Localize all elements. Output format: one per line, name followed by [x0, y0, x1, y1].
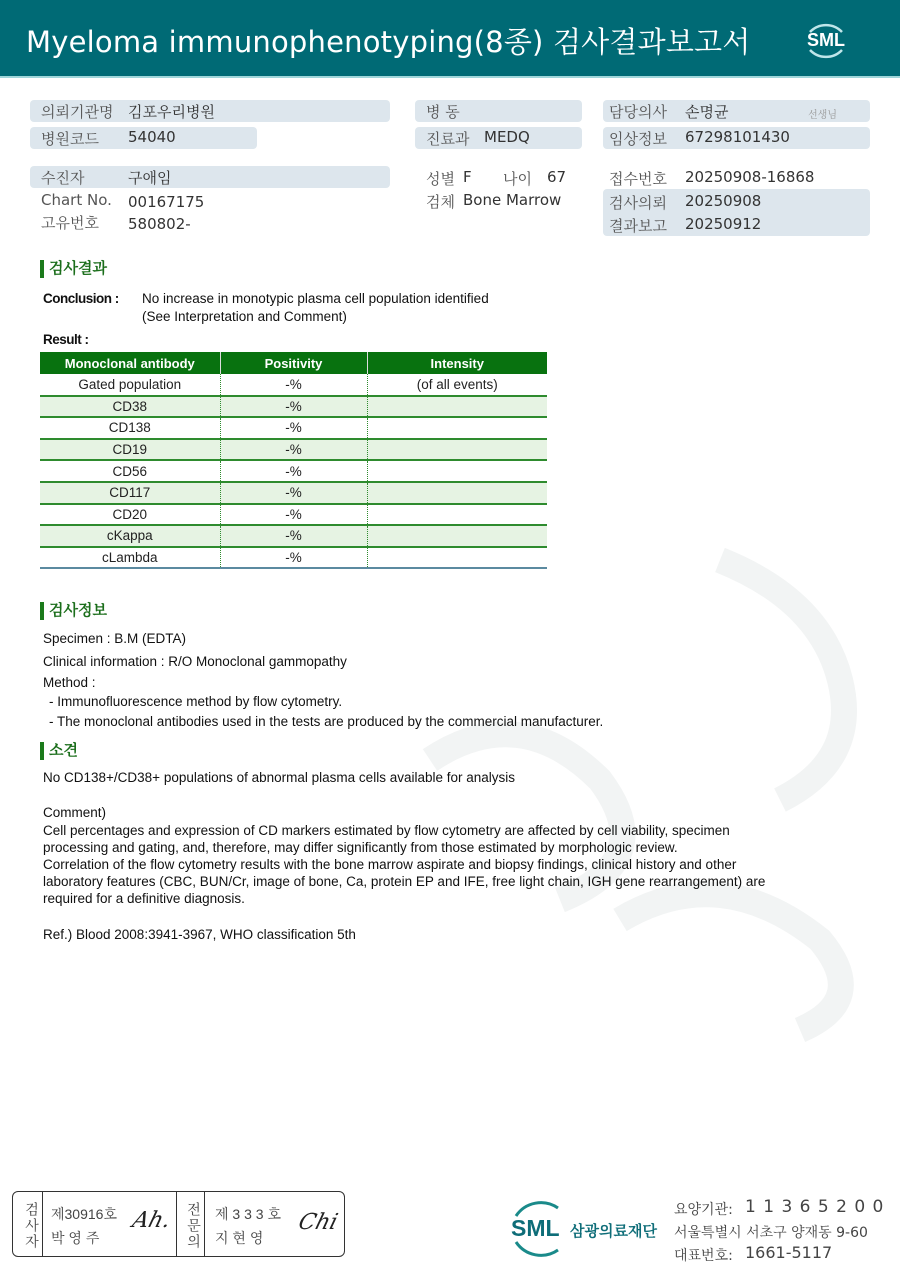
- doctor-suffix: 선생님: [808, 110, 837, 121]
- result-label: Result :: [43, 332, 89, 347]
- antibody-cell: cKappa: [40, 525, 220, 547]
- positivity-cell: -%: [220, 547, 367, 569]
- intensity-cell: [367, 525, 547, 547]
- report-title: Myeloma immunophenotyping(8종) 검사결과보고서: [26, 25, 751, 59]
- antibody-cell: CD38: [40, 396, 220, 418]
- report-label: 결과보고: [609, 217, 667, 235]
- intensity-cell: [367, 439, 547, 461]
- chart-value: 00167175: [128, 193, 205, 211]
- phone-label: 대표번호:: [674, 1248, 733, 1264]
- specimen-info: Specimen : B.M (EDTA): [43, 631, 187, 646]
- results-table-body: [40, 374, 547, 568]
- positivity-cell: -%: [220, 396, 367, 418]
- specialist-no: 제 3 3 3 호: [215, 1206, 281, 1222]
- conclusion-label: Conclusion :: [43, 291, 119, 306]
- table-row: [40, 460, 547, 482]
- tester-signature: Ah.: [129, 1208, 174, 1233]
- antibody-cell: CD56: [40, 460, 220, 482]
- intensity-cell: [367, 547, 547, 569]
- finding-text: No CD138+/CD38+ populations of abnormal plasma cells available for analysis: [43, 770, 516, 785]
- intensity-cell: [367, 396, 547, 418]
- intensity-cell: [367, 460, 547, 482]
- care-number: 1 1 3 6 5 2 0 0: [745, 1197, 885, 1217]
- positivity-cell: -%: [220, 374, 367, 396]
- footer-logo-text: SML: [511, 1215, 560, 1241]
- comment-line: Correlation of the flow cytometry results with the bone marrow aspirate and biopsy findings, clinical history and other: [43, 857, 737, 872]
- table-row: [40, 396, 547, 418]
- patient-label: 수진자: [41, 169, 85, 187]
- comment-line: Cell percentages and expression of CD markers estimated by flow cytometry are affected by cell viability, specimen: [43, 823, 730, 838]
- table-row: [40, 482, 547, 504]
- clinical-value: 67298101430: [685, 128, 790, 146]
- unique-label: 고유번호: [41, 214, 99, 232]
- clinical-info: Clinical information : R/O Monoclonal gammopathy: [43, 654, 347, 669]
- intensity-cell: (of all events): [367, 374, 547, 396]
- conclusion-line-2: (See Interpretation and Comment): [142, 309, 347, 324]
- reference-text: Ref.) Blood 2008:3941-3967, WHO classification 5th: [43, 927, 356, 942]
- doctor-value: 손명균: [685, 103, 729, 121]
- hospital-code-value: 54040: [128, 128, 176, 146]
- positivity-cell: -%: [220, 460, 367, 482]
- antibody-cell: cLambda: [40, 547, 220, 569]
- comment-line: required for a definitive diagnosis.: [43, 891, 245, 906]
- table-row: [40, 504, 547, 526]
- column-header: Intensity: [367, 352, 547, 374]
- column-header: Positivity: [220, 352, 367, 374]
- hospital-code-label: 병원코드: [41, 130, 99, 148]
- signature-box: [12, 1191, 345, 1257]
- care-label: 요양기관:: [674, 1202, 733, 1218]
- institution-value: 김포우리병원: [128, 103, 215, 121]
- report-value: 20250912: [685, 215, 762, 233]
- column-header: Monoclonal antibody: [40, 352, 220, 374]
- sex-value: F: [463, 168, 472, 186]
- age-label: 나이: [503, 170, 532, 188]
- comment-line: laboratory features (CBC, BUN/Cr, image of bone, Ca, protein EP and IFE, free light chain, IGH gene rearrangement) are: [43, 874, 766, 889]
- clinical-label: 임상정보: [609, 130, 667, 148]
- tester-name: 박 영 주: [51, 1230, 100, 1246]
- specialist-signature: Chi: [295, 1210, 341, 1235]
- section-test-info-heading: 검사정보: [40, 602, 107, 620]
- specialist-label: 전문의: [177, 1192, 205, 1256]
- tester-no: 제30916호: [51, 1206, 117, 1222]
- table-row: [40, 547, 547, 569]
- doctor-label: 담당의사: [609, 103, 667, 121]
- ward-label: 병 동: [426, 103, 460, 121]
- specialist-cell: [205, 1192, 344, 1256]
- patient-value: 구애임: [128, 169, 172, 187]
- tester-cell: [43, 1192, 177, 1256]
- footer-logo: [508, 1198, 570, 1258]
- specimen-value: Bone Marrow: [463, 191, 562, 209]
- table-row: [40, 525, 547, 547]
- section-results-heading: 검사결과: [40, 260, 107, 278]
- receipt-value: 20250908-16868: [685, 168, 815, 186]
- institution-label: 의뢰기관명: [41, 103, 114, 121]
- specimen-label: 검체: [426, 193, 455, 211]
- phone-number: 1661-5117: [745, 1243, 833, 1262]
- positivity-cell: -%: [220, 482, 367, 504]
- request-value: 20250908: [685, 192, 762, 210]
- intensity-cell: [367, 504, 547, 526]
- intensity-cell: [367, 417, 547, 439]
- tester-label: 검사자: [13, 1192, 43, 1256]
- chart-label: Chart No.: [41, 191, 112, 209]
- antibody-cell: CD138: [40, 417, 220, 439]
- sml-logo: [800, 14, 852, 66]
- table-row: [40, 439, 547, 461]
- method-item: - The monoclonal antibodies used in the tests are produced by the commercial manufacturer.: [49, 714, 604, 729]
- unique-value: 580802-: [128, 215, 191, 233]
- specialist-name: 지 현 영: [215, 1230, 264, 1246]
- receipt-label: 접수번호: [609, 170, 667, 188]
- section-opinion-heading: 소견: [40, 742, 78, 760]
- results-table: [40, 352, 547, 569]
- positivity-cell: -%: [220, 417, 367, 439]
- address: 서울특별시 서초구 양재동 9-60: [674, 1225, 868, 1241]
- comment-line: processing and gating, and, therefore, may differ significantly from those estimated by morphologic review.: [43, 840, 678, 855]
- header-logo-text: SML: [807, 30, 845, 50]
- request-label: 검사의뢰: [609, 194, 667, 212]
- antibody-cell: CD19: [40, 439, 220, 461]
- intensity-cell: [367, 482, 547, 504]
- antibody-cell: Gated population: [40, 374, 220, 396]
- positivity-cell: -%: [220, 525, 367, 547]
- positivity-cell: -%: [220, 504, 367, 526]
- table-row: [40, 417, 547, 439]
- antibody-cell: CD20: [40, 504, 220, 526]
- table-row: [40, 374, 547, 396]
- dept-label: 진료과: [426, 130, 470, 148]
- method-item: - Immunofluorescence method by flow cytometry.: [49, 694, 343, 709]
- positivity-cell: -%: [220, 439, 367, 461]
- report-header: [0, 0, 900, 78]
- comment-label: Comment): [43, 805, 107, 820]
- org-name: 삼광의료재단: [570, 1222, 657, 1240]
- age-value: 67: [547, 168, 567, 186]
- conclusion-line-1: No increase in monotypic plasma cell population identified: [142, 291, 489, 306]
- antibody-cell: CD117: [40, 482, 220, 504]
- sex-label: 성별: [426, 170, 455, 188]
- method-label: Method :: [43, 675, 96, 690]
- dept-value: MEDQ: [484, 128, 530, 146]
